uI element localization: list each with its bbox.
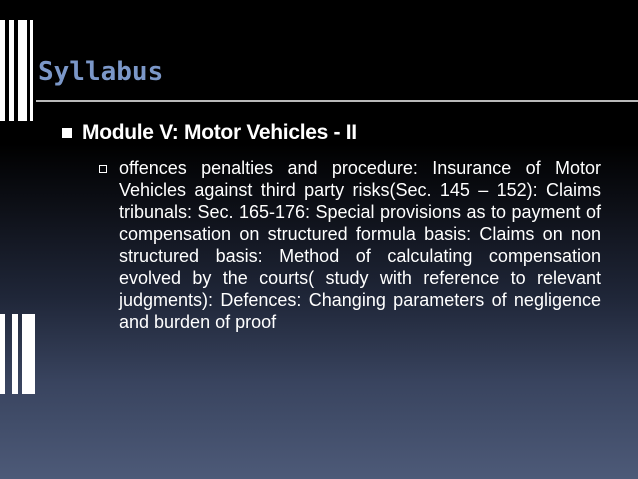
left-edge-decoration <box>18 20 27 121</box>
syllabus-detail-text: offences penalties and procedure: Insurance of Motor Vehicles against third party risks(Sec. 145 – 152): Claims tribunals: Sec. 165-176: Special provisions as to payment of compensation on structured formula basis: Claims on non structured basis: Method of calculating compensation evolved by the courts( study with reference to relevant judgments): Defences: Changing parameters of negligence and burden of proof <box>119 158 601 332</box>
left-edge-decoration <box>30 20 33 121</box>
syllabus-detail-bullet-item <box>99 157 604 333</box>
left-edge-decoration <box>0 314 5 394</box>
left-edge-decoration <box>12 314 18 394</box>
module-heading: Module V: Motor Vehicles - II <box>82 121 357 144</box>
filled-square-icon <box>62 128 72 138</box>
left-edge-decoration <box>0 20 5 121</box>
slide-title: Syllabus <box>38 57 164 87</box>
hollow-square-icon <box>99 165 107 173</box>
left-edge-decoration <box>9 20 14 121</box>
module-heading-bullet-item <box>62 121 357 145</box>
title-divider <box>36 100 638 102</box>
left-edge-decoration <box>32 314 35 394</box>
left-edge-decoration <box>22 314 32 394</box>
